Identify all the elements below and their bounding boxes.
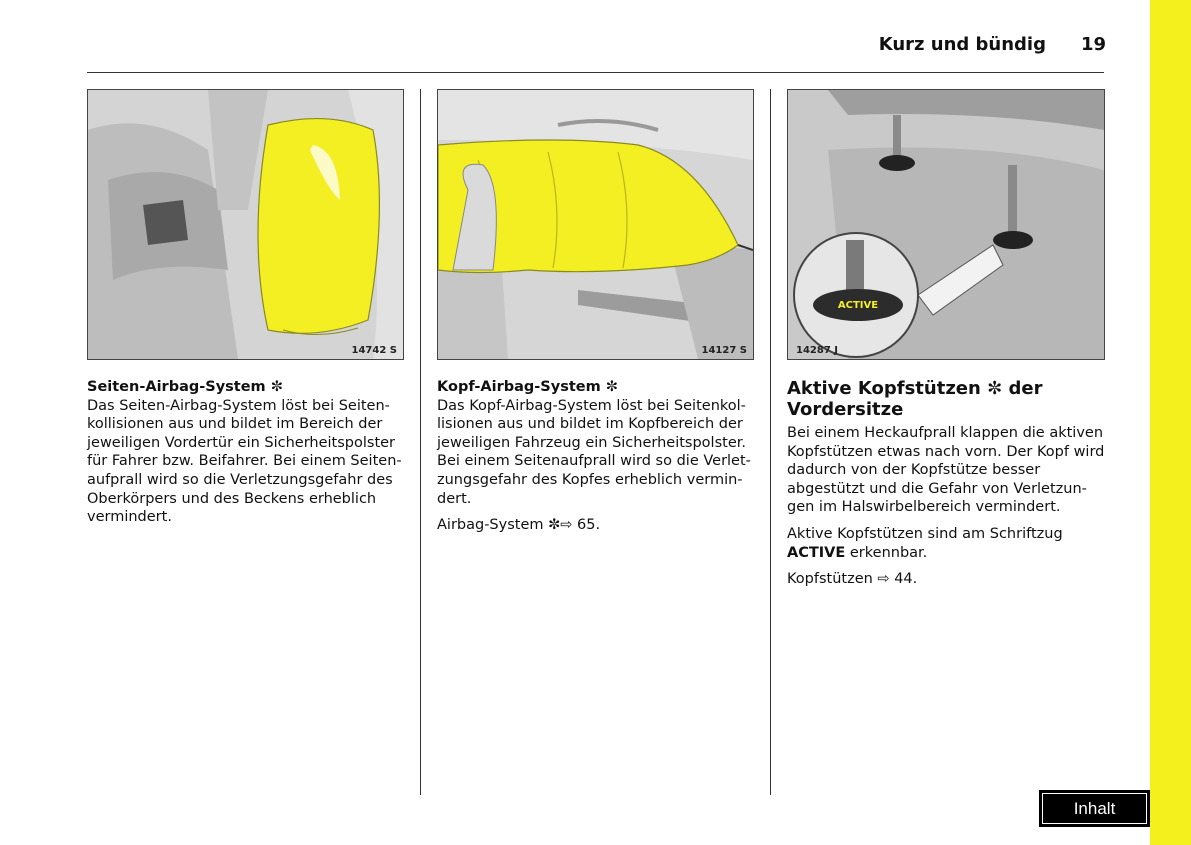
column-active-headrests <box>787 378 1105 597</box>
figure-head-airbag <box>437 89 754 360</box>
header-rule <box>87 72 1104 73</box>
heading-text: der Vordersitze <box>787 378 1043 420</box>
page-number: 19 <box>1080 34 1106 55</box>
figure-id: 14742 S <box>351 345 397 356</box>
headrest-illustration <box>788 90 1104 359</box>
heading-text: Kopf-Airbag-System <box>437 379 601 395</box>
body-paragraph: Das Kopf-Airbag-System löst bei Seitenkollisionen aus und bildet im Kopfbereich der jeweiligen Fahrzeug ein Sicherheitspolster. Bei einem Seitenaufprall wird so die Verletzungsgefahr des Kopfes erheblich vermindert. <box>437 397 751 507</box>
figure-side-airbag <box>87 89 404 360</box>
cross-reference[interactable] <box>787 570 1105 589</box>
asterisk-icon: ✼ <box>270 379 283 395</box>
active-label: ACTIVE <box>837 300 879 311</box>
figure-id: 14127 S <box>701 345 747 356</box>
note-text: Aktive Kopfstützen sind am Schriftzug <box>787 525 1063 542</box>
figure-active-headrests <box>787 89 1105 360</box>
body-paragraph: Das Seiten-Airbag-System löst bei Seitenkollisionen aus und bildet im Bereich der jeweiligen Vordertür ein Sicherheitspolster für Fahrer bzw. Beifahrer. Bei einem Seitenaufprall wird so die Verletzungsgefahr des Oberkörpers und des Beckens erheblich vermindert. <box>87 397 402 526</box>
cross-reference[interactable] <box>437 516 755 535</box>
reference-page: 44. <box>894 571 918 588</box>
asterisk-icon: ✼ <box>987 378 1003 399</box>
arrow-icon: ⇨ <box>560 517 573 534</box>
section-title: Kurz und bündig <box>878 34 1046 55</box>
side-color-bar <box>1150 0 1191 845</box>
active-note <box>787 525 1105 562</box>
column-divider <box>770 89 771 795</box>
reference-page: 65. <box>577 517 601 534</box>
heading-text: Aktive Kopfstützen <box>787 378 981 399</box>
body-paragraph: Bei einem Heckaufprall klappen die aktiven Kopfstützen etwas nach vorn. Der Kopf wird dadurch von der Kopfstütze besser abgestützt und die Gefahr von Verletzungen im Halswirbelbereich vermindert. <box>787 425 1105 516</box>
active-word: ACTIVE <box>787 544 846 561</box>
column-head-airbag <box>437 378 755 543</box>
section-heading <box>787 378 1105 420</box>
head-airbag-illustration <box>438 90 753 359</box>
arrow-icon: ⇨ <box>877 571 890 588</box>
column-divider <box>420 89 421 795</box>
section-heading <box>437 378 755 397</box>
asterisk-icon: ✼ <box>605 379 618 395</box>
note-text: erkennbar. <box>849 544 928 561</box>
reference-text: Kopfstützen <box>787 571 873 588</box>
asterisk-icon: ✼ <box>548 517 561 534</box>
section-heading <box>87 378 405 397</box>
inhalt-button[interactable]: Inhalt <box>1039 790 1150 827</box>
reference-text: Airbag-System <box>437 517 544 534</box>
column-side-airbag <box>87 378 405 535</box>
side-airbag-illustration <box>88 90 403 359</box>
figure-id: 14287 J <box>796 345 838 356</box>
heading-text: Seiten-Airbag-System <box>87 379 266 395</box>
